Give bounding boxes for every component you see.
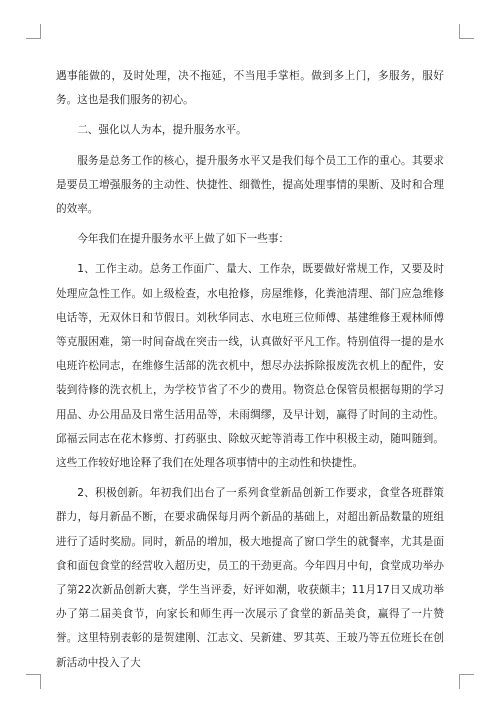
paragraph-item-2: 2、积极创新。年初我们出台了一系列食堂新品创新工作要求，食堂各班群策群力，每月新品不断，在要求确保每月两个新品的基础上，对超出新品数量的班组进行了适时奖励。同时，新品的增加，极大地提高了窗口学生的就餐率，尤其是面食和面包食堂的经营收入超历史，员工的干劲更高。今年四月中旬，食堂成功举办了第22次新品创新大赛，学生当评委，好评如潮，收获颇丰；11月17日又成功举办了第二届美食节，向家长和师生再一次展示了食堂的新品美食，赢得了一片赞誉。这里特别表彰的是贺建刚、江志文、吴新建、罗其英、王玻乃等五位班长在创新活动中投入了大	[56, 487, 444, 669]
paragraph-item-1: 1、工作主动。总务工作面广、量大、工作杂，既要做好常规工作，又要及时处理应急性工作。如上级检查，水电抢修，房屋维修，化粪池清理、部门应急维修电话等，无双休日和节假日。刘秋华同志、水电班三位师傅、基建维修王观林师傅等克服困难，第一时间奋战在突击一线，认真做好平凡工作。特别值得一提的是水电班许松同志，在维修生活部的洗衣机中，想尽办法拆除报废洗衣机上的配件，安装到待修的洗衣机上，为学校节省了不少的费用。物资总仓保管员根据每期的学习用品、办公用品及日常生活用品等，未雨绸缪，及早计划，赢得了时间的主动性。邱福云同志在花木修剪、打药驱虫、除蚊灭蛇等消毒工作中积极主动，随叫随到。这些工作较好地诠释了我们在处理各项事情中的主动性和快捷性。	[56, 263, 444, 470]
corner-crop-mark-top-right	[459, 24, 474, 39]
corner-crop-mark-bottom-left	[26, 674, 41, 689]
paragraph-service-core: 服务是总务工作的核心，提升服务水平又是我们每个员工工作的重心。其要求是要员工增强服务的主动性、快捷性、细微性，提高处理事情的果断、及时和合理的效率。	[56, 154, 444, 216]
paragraph-continuation: 遇事能做的，及时处理，决不拖延，不当甩手掌柜。做到多上门，多服务，服好务。这也是我们服务的初心。	[56, 70, 444, 107]
document-body	[56, 64, 444, 675]
corner-crop-mark-top-left	[26, 24, 41, 39]
section-heading: 二、强化以人为本，提升服务水平。	[77, 124, 247, 137]
paragraph-intro-list: 今年我们在提升服务水平上做了如下一些事：	[77, 233, 290, 246]
corner-crop-mark-bottom-right	[459, 674, 474, 689]
